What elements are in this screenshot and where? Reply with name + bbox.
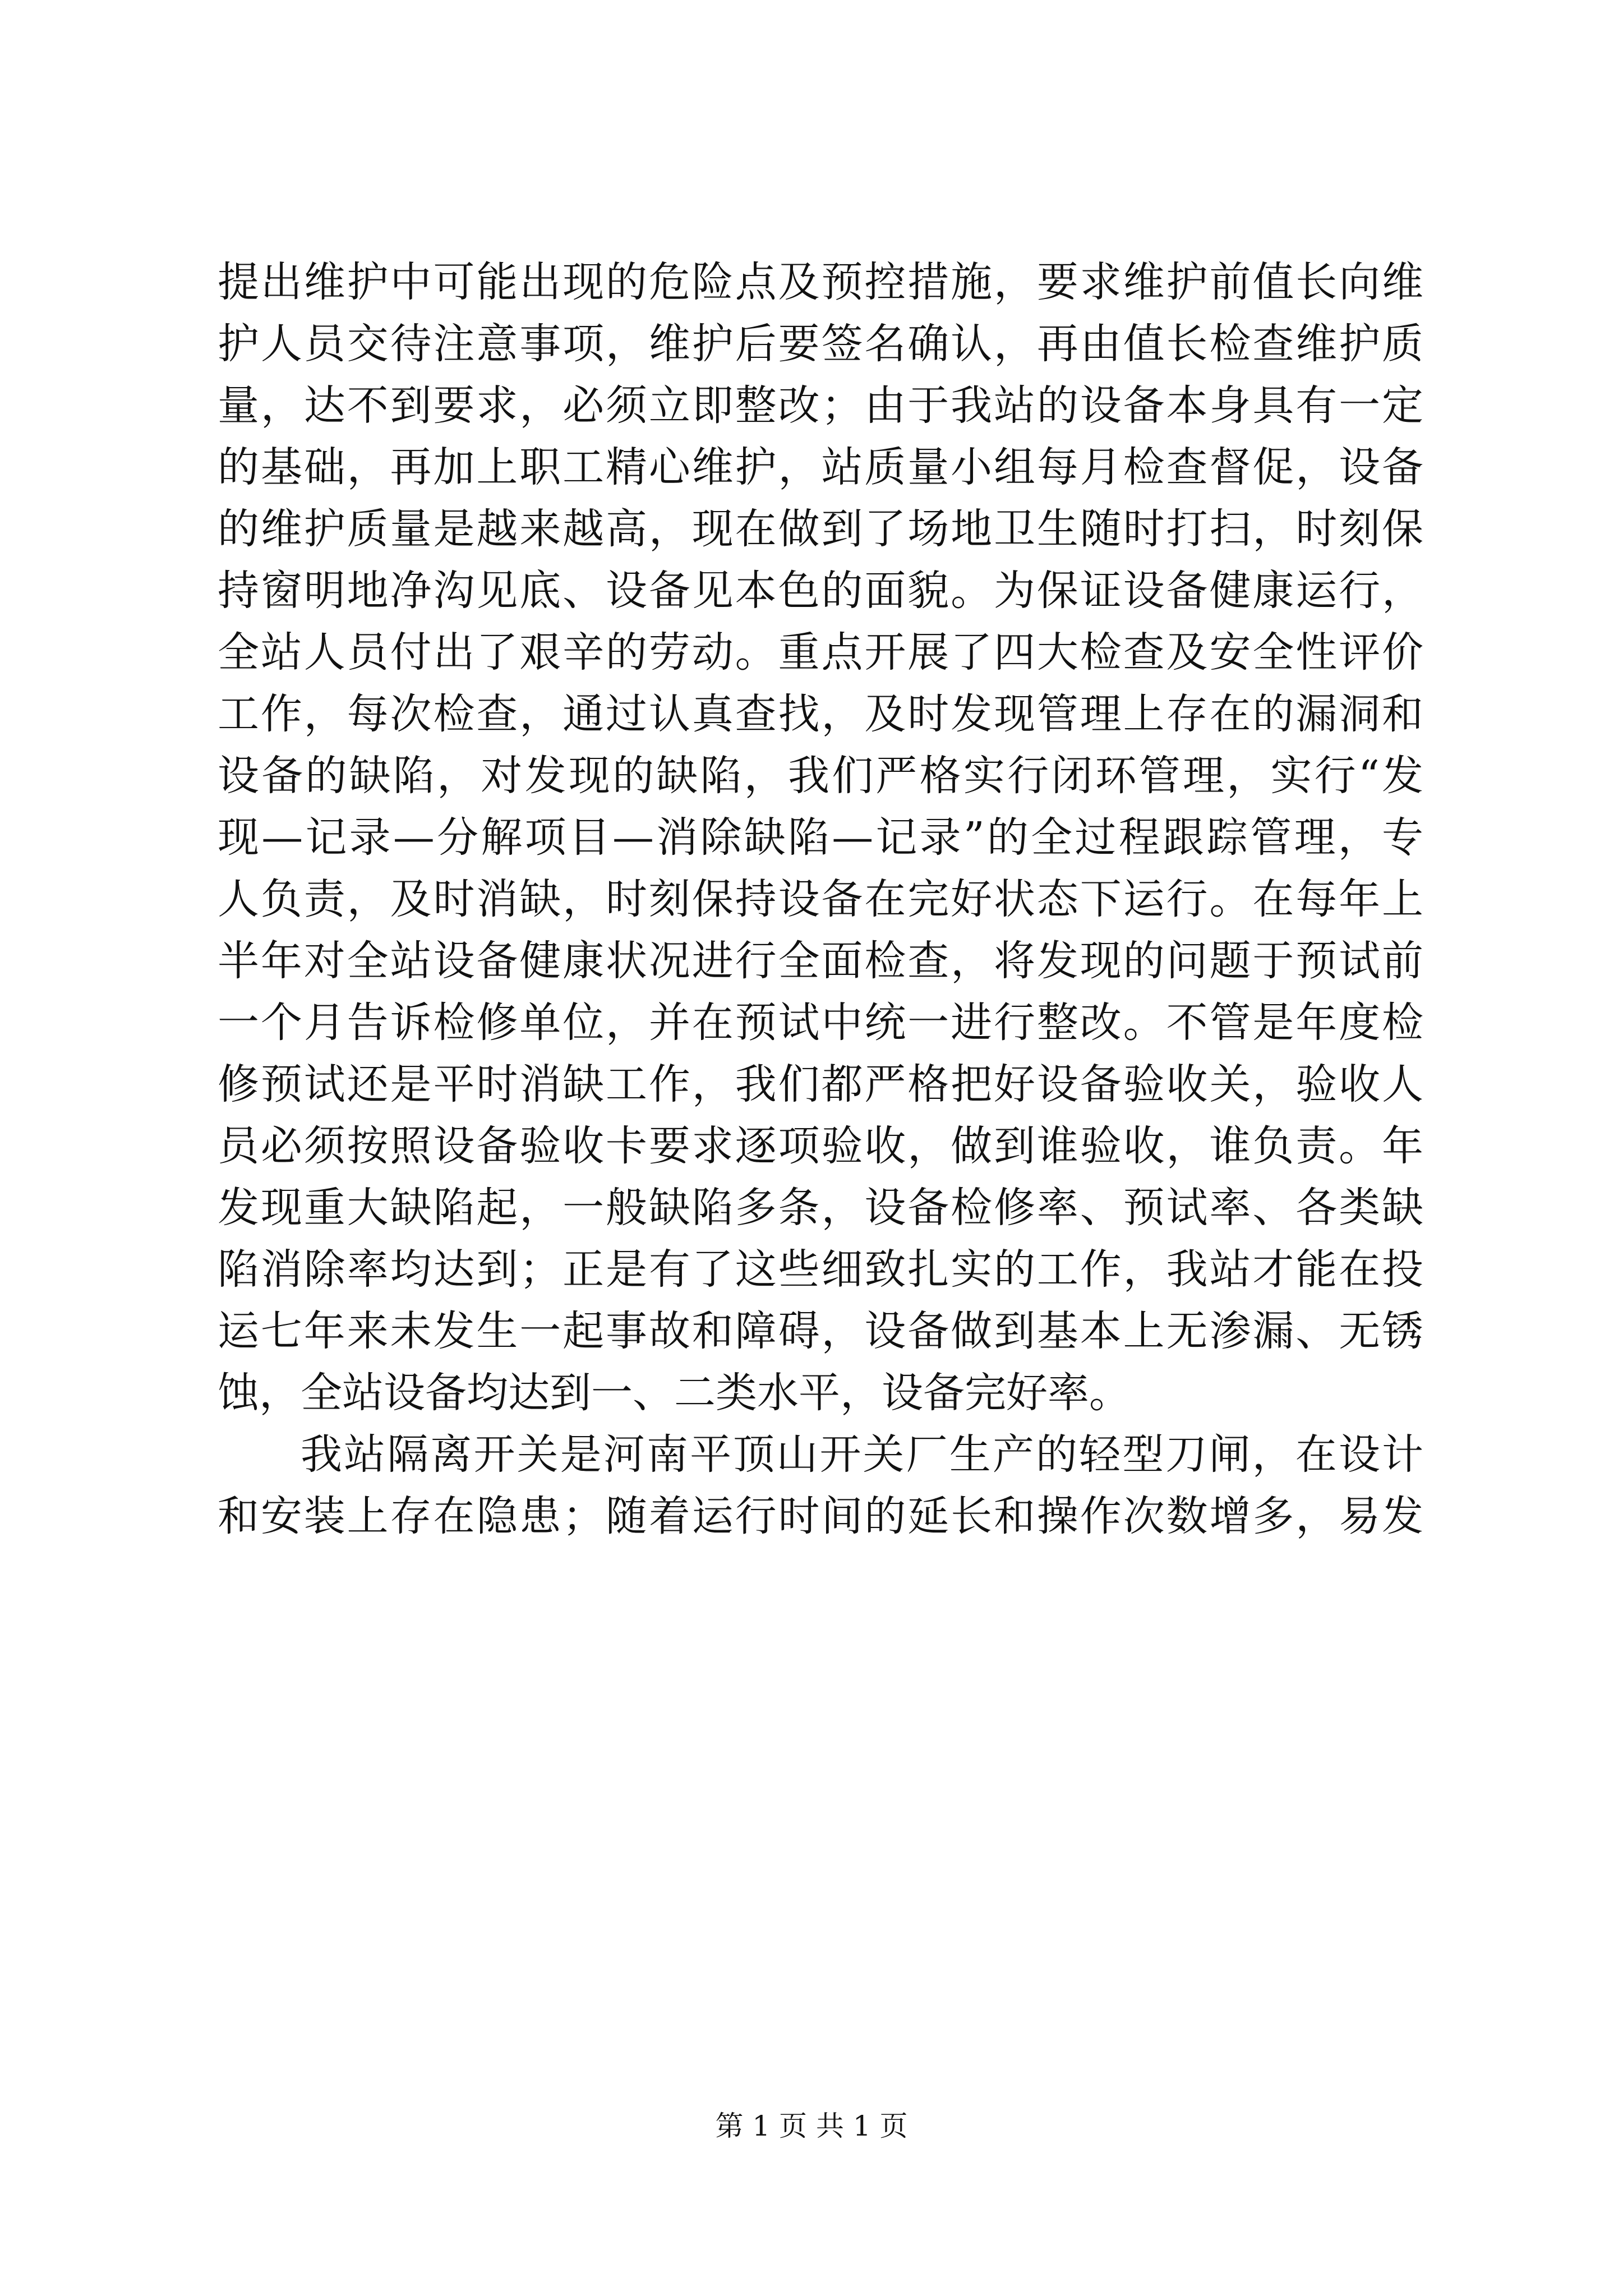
text-line: 提出维护中可能出现的危险点及预控措施，要求维护前值长向维: [218, 258, 1423, 306]
text-line: 发现重大缺陷起，一般缺陷多条，设备检修率、预试率、各类缺: [218, 1184, 1423, 1232]
text-line: 一个月告诉检修单位，并在预试中统一进行整改。不管是年度检: [218, 999, 1423, 1047]
text-line: 的维护质量是越来越高，现在做到了场地卫生随时打扫，时刻保: [218, 505, 1423, 553]
text-line: 全站人员付出了艰辛的劳动。重点开展了四大检查及安全性评价: [218, 628, 1423, 677]
paragraph-first-line: 我站隔离开关是河南平顶山开关厂生产的轻型刀闸，在设计: [301, 1430, 1423, 1479]
text-line: 运七年来未发生一起事故和障碍，设备做到基本上无渗漏、无锈: [218, 1307, 1423, 1355]
page-footer: [0, 2109, 1623, 2143]
text-line: 陷消除率均达到；正是有了这些细致扎实的工作，我站才能在投: [218, 1245, 1423, 1294]
text-line: 蚀，全站设备均达到一、二类水平，设备完好率。: [218, 1369, 1131, 1417]
text-line: 工作，每次检查，通过认真查找，及时发现管理上存在的漏洞和: [218, 690, 1423, 738]
document-body: [218, 251, 1423, 1547]
page-number: 第 1 页 共 1 页: [715, 2110, 908, 2142]
text-line: 护人员交待注意事项，维护后要签名确认，再由值长检查维护质: [218, 320, 1423, 368]
text-line: 修预试还是平时消缺工作，我们都严格把好设备验收关，验收人: [218, 1060, 1423, 1108]
text-line: 员必须按照设备验收卡要求逐项验收，做到谁验收，谁负责。年: [218, 1122, 1423, 1170]
text-line: 和安装上存在隐患；随着运行时间的延长和操作次数增多，易发: [218, 1492, 1423, 1540]
text-line: 持窗明地净沟见底、设备见本色的面貌。为保证设备健康运行，: [218, 567, 1423, 615]
text-line: 半年对全站设备健康状况进行全面检查，将发现的问题于预试前: [218, 937, 1423, 985]
text-line: 现—记录—分解项目—消除缺陷—记录”的全过程跟踪管理，专: [218, 813, 1423, 862]
text-line: 量，达不到要求，必须立即整改；由于我站的设备本身具有一定: [218, 381, 1423, 430]
text-line: 设备的缺陷，对发现的缺陷，我们严格实行闭环管理，实行“发: [218, 752, 1423, 800]
text-line: 的基础，再加上职工精心维护，站质量小组每月检查督促，设备: [218, 443, 1423, 491]
text-line: 人负责，及时消缺，时刻保持设备在完好状态下运行。在每年上: [218, 875, 1423, 923]
